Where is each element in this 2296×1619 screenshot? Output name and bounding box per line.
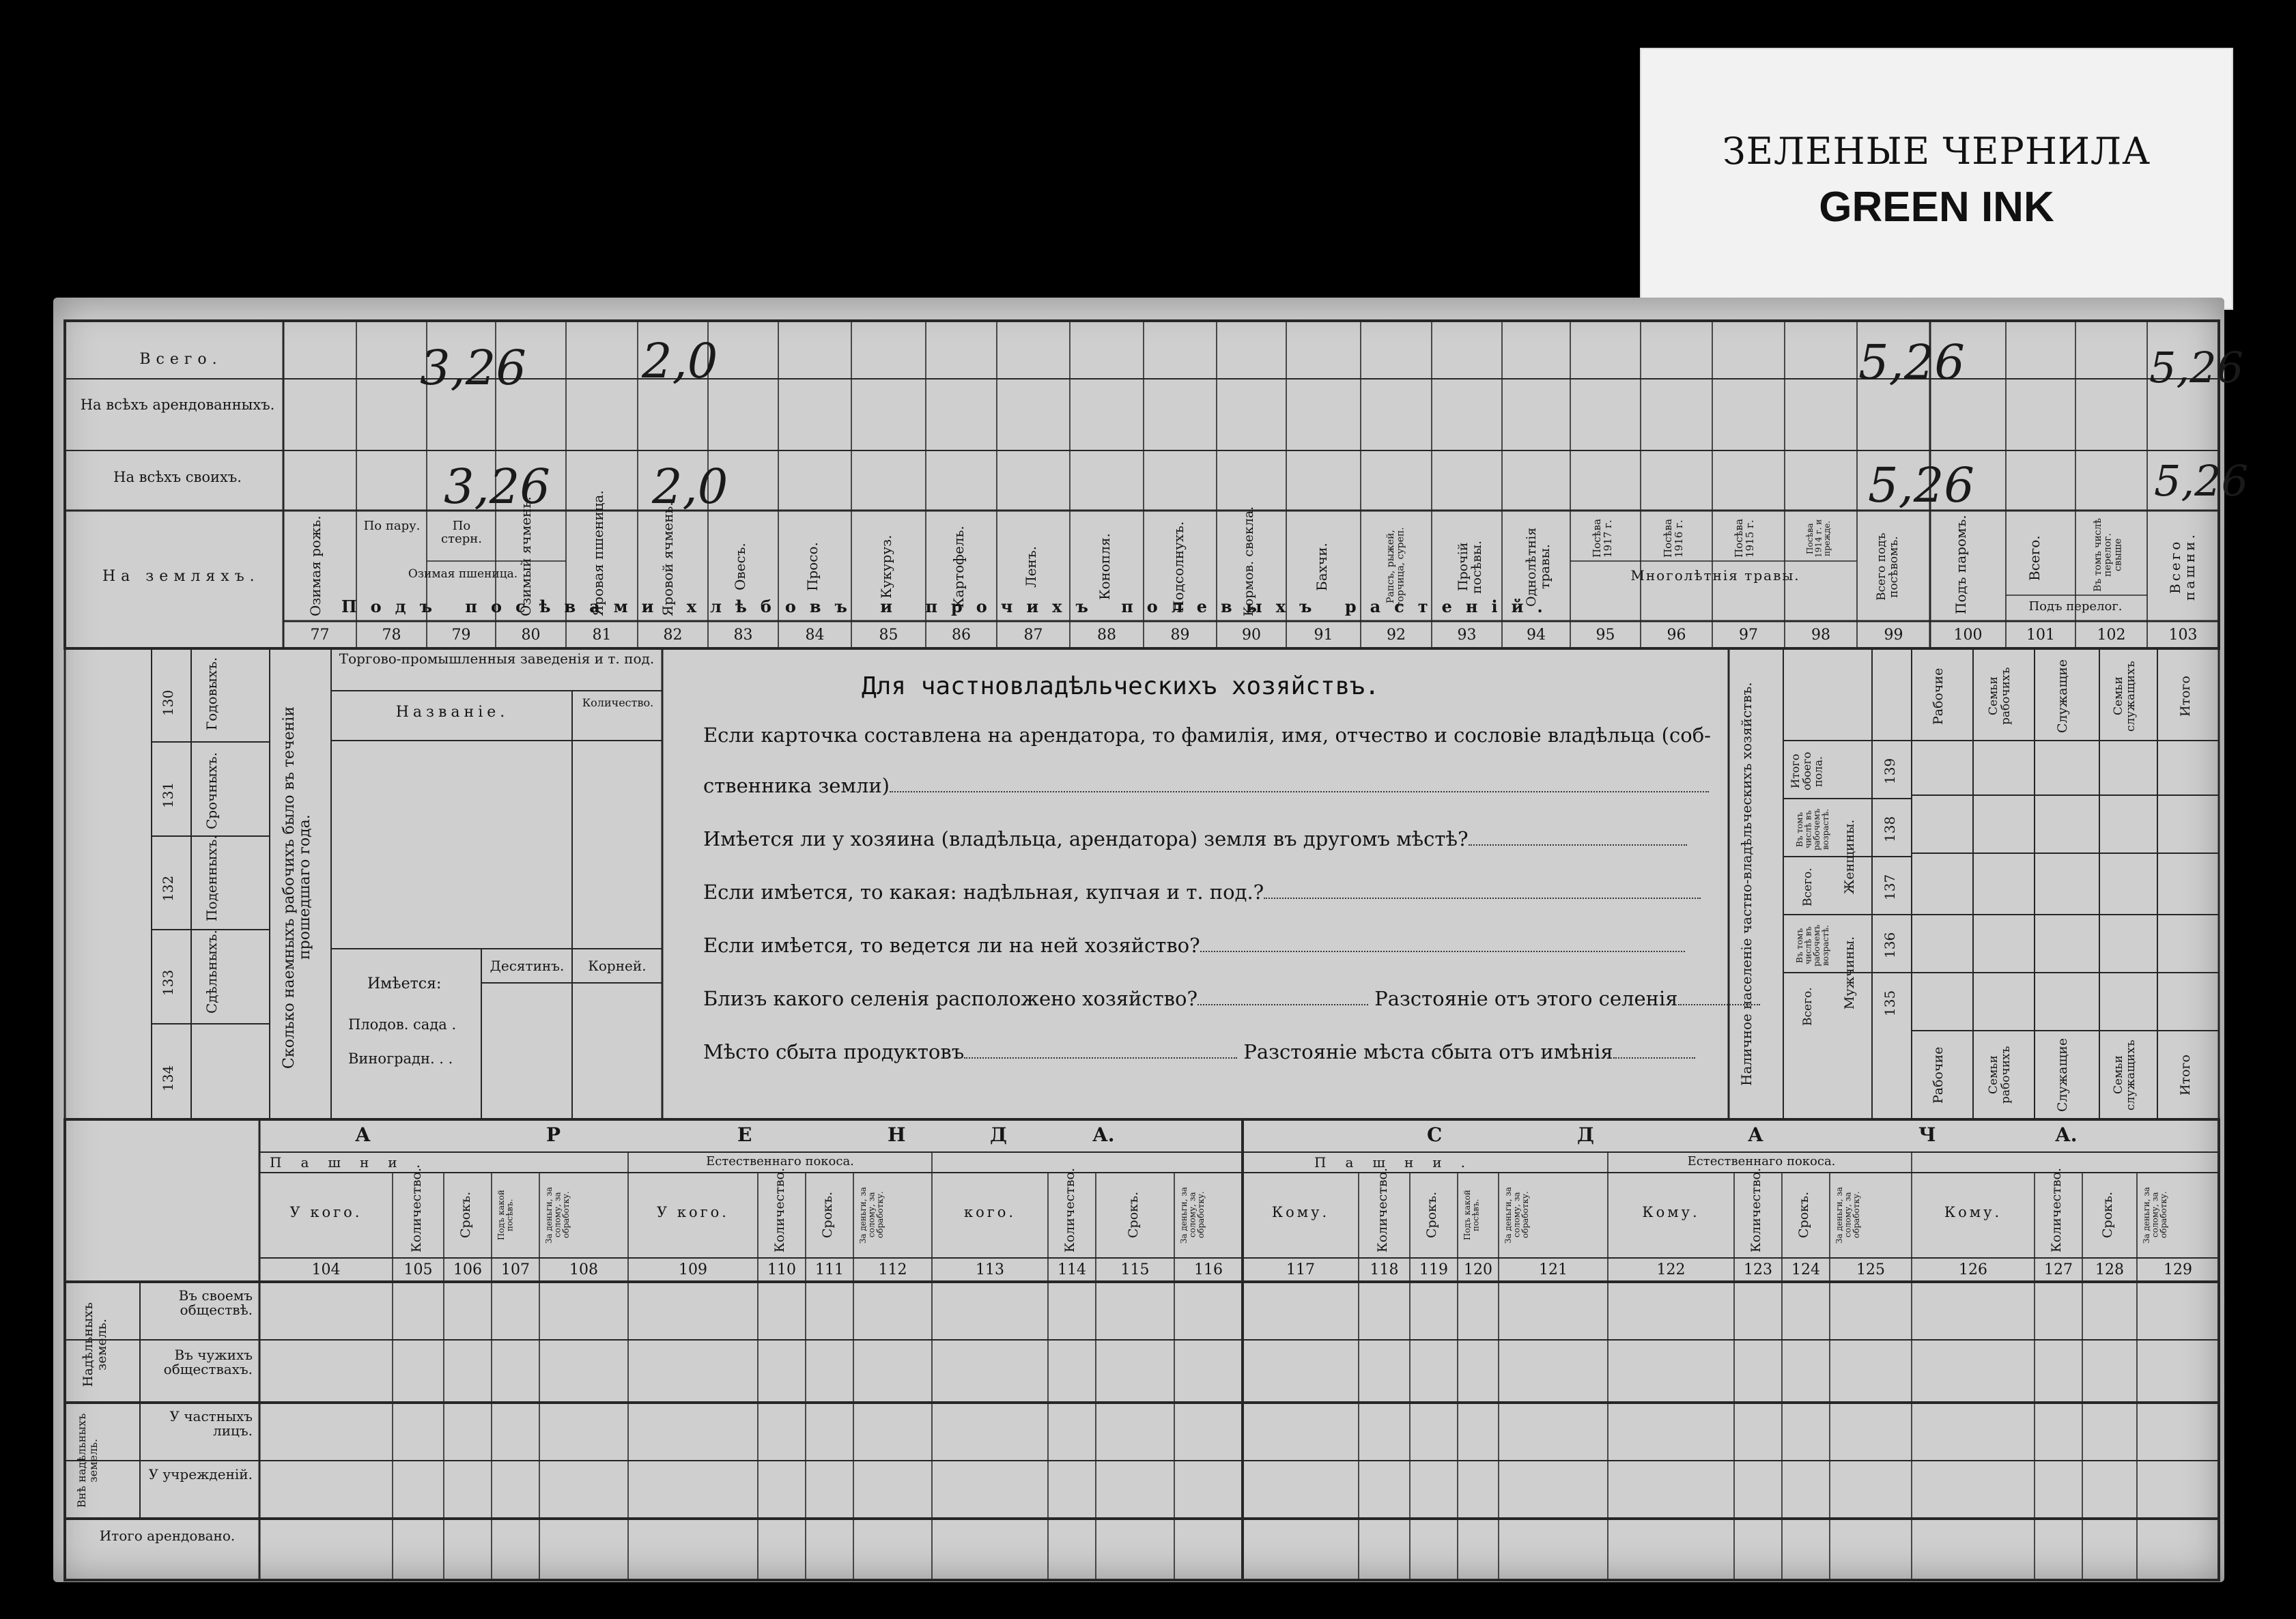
- lease-column-number-108: 108: [569, 1261, 598, 1278]
- arenda-letter: А: [355, 1123, 371, 1146]
- question-village-distance: Разстояніе отъ этого селенія: [1374, 987, 1678, 1010]
- crop-winter-rye: Озимая рожь.: [307, 515, 324, 616]
- sdacha-letter: Ч: [1918, 1123, 1936, 1146]
- lease-pokos-header: Естественнаго покоса.: [706, 1154, 854, 1169]
- column-number-88: 88: [1097, 627, 1116, 644]
- pop-cat-workers-family: Семьи рабочихъ: [1987, 667, 2013, 726]
- arenda-letter: Е: [737, 1123, 752, 1146]
- column-number-103: 103: [2168, 627, 2198, 644]
- lease-column-number-123: 123: [1744, 1261, 1772, 1278]
- worker-num-134: 134: [160, 1065, 176, 1092]
- row-label-total: Всего.: [139, 351, 223, 368]
- column-number-77: 77: [310, 627, 330, 644]
- lease-col-header-116: За деньги, за солому, за обработку.: [1179, 1186, 1206, 1244]
- answer-line-farming[interactable]: [1200, 951, 1685, 952]
- crop-sunflower: Подсолнухъ.: [1170, 521, 1187, 613]
- pop-num-135: 135: [1882, 990, 1898, 1017]
- lease-col-header-120: Подъ какой посѣвъ.: [1462, 1190, 1481, 1240]
- crop-oats: Овесъ.: [732, 543, 748, 591]
- pop-cat-staff-bottom: Служащие: [2055, 1037, 2070, 1113]
- pop-cat-workers-family-bottom: Семьи рабочихъ: [1987, 1046, 2013, 1104]
- pop-men-header: Мужчины.: [1842, 936, 1857, 1009]
- question-owner-cont: [703, 774, 1709, 797]
- hw-own-79: 3,26: [444, 459, 550, 515]
- row-group-vne-nadel: Внѣ надѣльныхъ земель.: [75, 1413, 100, 1508]
- lease-column-number-116: 116: [1194, 1261, 1223, 1278]
- worker-daily: Поденныхъ.: [203, 835, 220, 921]
- hw-own-103: 5,26: [2154, 456, 2249, 506]
- column-number-81: 81: [592, 627, 612, 644]
- sdacha-pashni-header: Пашни.: [1314, 1154, 1484, 1171]
- column-number-85: 85: [879, 627, 898, 644]
- row-private-persons: У частныхъ лицъ.: [169, 1408, 253, 1439]
- question-market-text: Мѣсто сбыта продуктовъ: [703, 1040, 965, 1063]
- row-other-community: Въ чужихъ обществахъ.: [163, 1347, 253, 1377]
- hw-total-103: 5,26: [2149, 343, 2244, 392]
- row-institutions: У учрежденій.: [148, 1466, 253, 1482]
- worker-num-130: 130: [160, 689, 176, 717]
- perennial-grass-header: Многолѣтнія травы.: [1630, 567, 1800, 584]
- lease-column-number-112: 112: [878, 1261, 907, 1278]
- pop-num-137: 137: [1882, 874, 1898, 901]
- kornei-header: Корней.: [588, 958, 647, 974]
- hw-own-82: 2,0: [652, 459, 728, 515]
- pop-women-all: Всего.: [1801, 868, 1815, 907]
- crop-sown-1917: Посѣва 1917 г.: [1591, 519, 1614, 558]
- crop-winter-wheat: Озимая пшеница.: [408, 567, 518, 581]
- trade-name-header: Названіе.: [395, 704, 509, 721]
- pop-total-both: Итого обоего пола.: [1789, 751, 1825, 791]
- pop-num-136: 136: [1882, 932, 1898, 959]
- desyatin-header: Десятинъ.: [490, 958, 565, 974]
- crop-millet: Просо.: [804, 542, 821, 592]
- column-number-101: 101: [2026, 627, 2055, 644]
- pop-cat-total: Итого: [2178, 676, 2193, 717]
- crop-sown-1916: Посѣва 1916 г.: [1662, 519, 1685, 558]
- pop-cat-staff-family-bottom: Семьи служащихъ: [2112, 1040, 2138, 1111]
- arenda-letter: Р: [546, 1123, 561, 1146]
- crop-other: Прочій посѣвы.: [1456, 540, 1484, 594]
- pop-cat-staff: Служащие: [2055, 659, 2070, 734]
- question-farming: [703, 934, 1685, 957]
- crop-rapeseed: Рапсъ, рыжей, горчица, суреп.: [1385, 527, 1406, 607]
- lease-column-number-110: 110: [767, 1261, 796, 1278]
- lease-column-number-109: 109: [679, 1261, 707, 1278]
- pop-women-header: Женщины.: [1842, 819, 1857, 894]
- lease-col-header-128: Срокъ.: [2100, 1191, 2115, 1239]
- lease-col-header-126: Кому.: [1944, 1204, 2002, 1220]
- question-village: [703, 987, 1760, 1010]
- answer-line-other-land[interactable]: [1469, 844, 1687, 846]
- sdacha-pokos-header: Естественнаго покоса.: [1687, 1154, 1836, 1169]
- pop-num-138: 138: [1882, 816, 1898, 843]
- worker-num-132: 132: [160, 875, 176, 902]
- crops-band-title: Подъ посѣвами хлѣбовъ и прочихъ полевыхъ растеній.: [341, 597, 1557, 616]
- answer-line-market[interactable]: [964, 1057, 1237, 1059]
- worker-num-133: 133: [160, 969, 176, 997]
- orchard-label: Плодов. сада .: [348, 1016, 457, 1033]
- crop-annual-grass: Однолѣтнія травы.: [1524, 527, 1553, 607]
- lease-column-number-105: 105: [403, 1261, 433, 1278]
- lease-col-header-119: Срокъ.: [1424, 1191, 1439, 1239]
- lease-column-number-114: 114: [1058, 1261, 1086, 1278]
- lease-col-header-108: За деньги, за солому, за обработку.: [544, 1186, 571, 1244]
- pop-cat-workers-bottom: Рабочие: [1931, 1046, 1946, 1104]
- lease-column-number-121: 121: [1539, 1261, 1568, 1278]
- column-number-102: 102: [2097, 627, 2126, 644]
- column-number-96: 96: [1667, 627, 1686, 644]
- question-farming-text: Если имѣется, то ведется ли на ней хозяйство?: [703, 934, 1200, 957]
- crop-flax: Ленъ.: [1023, 546, 1039, 588]
- lease-col-header-127: Количество.: [2049, 1167, 2064, 1252]
- lease-col-header-124: Срокъ.: [1796, 1191, 1811, 1239]
- question-owner: Если карточка составлена на арендатора, то фамилія, имя, отчество и сословіе владѣльца (соб-: [703, 723, 1711, 747]
- pop-num-139: 139: [1882, 758, 1898, 785]
- arenda-letter: Д: [990, 1123, 1007, 1146]
- worker-term: Срочныхъ.: [203, 752, 220, 829]
- population-title: Наличное населеніе частно-владѣльческихъ хозяйствъ.: [1738, 682, 1755, 1086]
- column-number-86: 86: [952, 627, 971, 644]
- total-plowland: Всего пашни.: [2167, 532, 2198, 601]
- crop-wheat-stubble: По стерн.: [441, 519, 482, 546]
- lease-col-header-109: У кого.: [657, 1204, 729, 1220]
- lease-col-header-117: Кому.: [1271, 1204, 1330, 1220]
- answer-line-market-distance[interactable]: [1613, 1057, 1695, 1059]
- question-market: [703, 1040, 1695, 1063]
- sdacha-letter: С: [1427, 1123, 1443, 1146]
- question-other-land-text: Имѣется ли у хозяина (владѣльца, арендатора) земля въ другомъ мѣстѣ?: [703, 827, 1469, 850]
- crop-sown-1915: Посѣва 1915 г.: [1733, 519, 1756, 558]
- lease-column-number-118: 118: [1370, 1261, 1399, 1278]
- row-own-community: Въ своемъ обществѣ.: [178, 1287, 253, 1318]
- crop-hemp: Конопля.: [1096, 533, 1113, 601]
- label-english: GREEN INK: [1819, 184, 2054, 231]
- answer-line-land-type[interactable]: [1264, 898, 1701, 899]
- lease-column-number-117: 117: [1286, 1261, 1315, 1278]
- lease-column-number-104: 104: [311, 1261, 341, 1278]
- arenda-letter: А.: [1092, 1123, 1115, 1146]
- lease-col-header-123: Количество.: [1748, 1167, 1763, 1252]
- column-number-79: 79: [451, 627, 471, 644]
- column-number-93: 93: [1457, 627, 1477, 644]
- pop-cat-total-bottom: Итого: [2178, 1055, 2193, 1095]
- pop-women-working: Въ томъ числѣ въ рабочемъ возрастѣ.: [1795, 808, 1830, 850]
- sdacha-letter: А.: [2055, 1123, 2078, 1146]
- private-households-title: Для частновладѣльческихъ хозяйствъ.: [862, 672, 1380, 700]
- crop-fodder-beet: Кормов. свекла.: [1241, 506, 1256, 616]
- column-number-95: 95: [1596, 627, 1615, 644]
- lease-column-number-106: 106: [453, 1261, 482, 1278]
- lease-col-header-125: За деньги, за солому, за обработку.: [1834, 1186, 1862, 1244]
- column-number-100: 100: [1953, 627, 1983, 644]
- hw-total-99: 5,26: [1858, 334, 1965, 390]
- crop-total-sown: Всего подъ посѣвомъ.: [1875, 532, 1901, 601]
- column-number-97: 97: [1739, 627, 1758, 644]
- column-number-90: 90: [1242, 627, 1261, 644]
- row-group-nadel: Надѣльныхъ земель.: [81, 1302, 109, 1388]
- trade-title: Торгово-промышленныя заведенія и т. под.: [339, 650, 655, 667]
- lease-col-header-114: Количество.: [1062, 1167, 1077, 1252]
- column-number-87: 87: [1023, 627, 1043, 644]
- lease-column-number-126: 126: [1959, 1261, 1987, 1278]
- pop-men-working: Въ томъ числѣ въ рабочемъ возрастѣ.: [1795, 924, 1830, 966]
- fallow-header: Подъ перелог.: [2028, 599, 2123, 614]
- question-land-type-text: Если имѣется, то какая: надѣльная, купчая и т. под.?: [703, 880, 1264, 904]
- worker-piece: Сдѣльныхъ.: [203, 930, 220, 1014]
- lease-col-header-118: Количество.: [1374, 1167, 1390, 1252]
- lease-col-header-104: У кого.: [289, 1204, 363, 1220]
- crop-spring-barley: Яровой ячмень.: [660, 502, 676, 616]
- hw-own-99: 5,26: [1868, 457, 1974, 513]
- row-label-lands: На земляхъ.: [102, 568, 260, 585]
- column-number-89: 89: [1170, 627, 1190, 644]
- worker-num-131: 131: [160, 782, 176, 809]
- lease-column-number-107: 107: [501, 1261, 530, 1278]
- fallow-long: Въ томъ числѣ перелог. свыше: [2093, 518, 2124, 592]
- lease-col-header-129: За деньги, за солому, за обработку.: [2142, 1186, 2169, 1244]
- lease-column-number-125: 125: [1856, 1261, 1885, 1278]
- has-label: Имѣется:: [367, 975, 442, 992]
- lease-pashni-header: Пашни.: [270, 1154, 440, 1171]
- worker-yearly: Годовыхъ.: [203, 657, 220, 730]
- column-number-92: 92: [1387, 627, 1406, 644]
- sdacha-letter: Д: [1577, 1123, 1594, 1146]
- row-total-leased: Итого арендовано.: [99, 1528, 236, 1544]
- question-other-land: [703, 827, 1687, 850]
- crop-sown-1914: Посѣва 1914 г. и прежде.: [1805, 519, 1832, 558]
- lease-column-number-129: 129: [2164, 1261, 2192, 1278]
- pop-cat-workers: Рабочие: [1931, 668, 1946, 725]
- question-market-distance: Разстояніе мѣста сбыта отъ имѣнія: [1243, 1040, 1613, 1063]
- lease-column-number-127: 127: [2044, 1261, 2073, 1278]
- column-number-99: 99: [1884, 627, 1903, 644]
- lease-col-header-107: Подъ какой посѣвъ.: [496, 1190, 515, 1240]
- hw-total-79: 3,26: [420, 340, 526, 396]
- lease-column-number-115: 115: [1120, 1261, 1150, 1278]
- pop-cat-staff-family: Семьи служащихъ: [2112, 661, 2138, 732]
- crop-corn: Кукуруз.: [878, 534, 894, 599]
- lease-column-number-122: 122: [1656, 1261, 1686, 1278]
- column-number-80: 80: [521, 627, 541, 644]
- lease-column-number-113: 113: [976, 1261, 1004, 1278]
- lease-col-header-115: Срокъ.: [1125, 1191, 1141, 1239]
- under-fallow: Подъ паромъ.: [1953, 515, 1969, 614]
- column-number-91: 91: [1314, 627, 1333, 644]
- trade-count-header: Количество.: [582, 696, 654, 709]
- lease-column-number-128: 128: [2095, 1261, 2124, 1278]
- question-village-text: Близъ какого селенія расположено хозяйство?: [703, 987, 1198, 1010]
- lease-col-header-121: За деньги, за солому, за обработку.: [1503, 1186, 1531, 1244]
- question-land-type: [703, 880, 1701, 904]
- column-number-94: 94: [1527, 627, 1546, 644]
- crop-wheat-fallow: По пару.: [363, 519, 421, 533]
- answer-line-village[interactable]: [1197, 1004, 1368, 1005]
- lease-col-header-105: Количество.: [408, 1167, 424, 1252]
- crop-melons: Бахчи.: [1314, 543, 1330, 591]
- column-number-82: 82: [663, 627, 683, 644]
- sdacha-letter: А: [1748, 1123, 1763, 1146]
- column-number-98: 98: [1811, 627, 1830, 644]
- answer-line-owner[interactable]: [890, 791, 1709, 792]
- lease-column-number-119: 119: [1419, 1261, 1448, 1278]
- fallow-total: Всего.: [2026, 535, 2043, 581]
- row-label-leased: На всѣхъ арендованныхъ.: [80, 397, 275, 413]
- label-russian: ЗЕЛЕНЫЕ ЧЕРНИЛА: [1723, 130, 2151, 173]
- lease-column-number-111: 111: [815, 1261, 844, 1278]
- hw-total-82: 2,0: [642, 333, 718, 389]
- lease-col-header-111: Срокъ.: [820, 1191, 835, 1239]
- pop-men-all: Всего.: [1801, 987, 1815, 1027]
- arenda-letter: Н: [888, 1123, 906, 1146]
- lease-col-header-113: кого.: [963, 1204, 1017, 1220]
- lease-column-number-124: 124: [1791, 1261, 1820, 1278]
- lease-col-header-122: Кому.: [1642, 1204, 1700, 1220]
- vineyard-label: Виноградн. . .: [348, 1050, 453, 1067]
- column-number-83: 83: [733, 627, 753, 644]
- lease-column-number-120: 120: [1464, 1261, 1492, 1278]
- crop-winter-barley: Озимый ячмень.: [518, 496, 534, 616]
- crop-spring-wheat: Яровая пшеница.: [590, 490, 606, 616]
- hired-workers-title: Сколько наемныхъ рабочихъ было въ теченіи прошедшаго года.: [281, 706, 314, 1069]
- column-number-78: 78: [382, 627, 401, 644]
- question-owner-cont-text: ственника земли): [703, 774, 890, 797]
- lease-col-header-106: Срокъ.: [458, 1191, 473, 1239]
- lease-col-header-110: Количество.: [772, 1167, 787, 1252]
- lease-col-header-112: За деньги, за солому, за обработку.: [858, 1186, 885, 1244]
- column-number-84: 84: [805, 627, 825, 644]
- crop-potato: Картофель.: [950, 526, 967, 608]
- row-label-own: На всѣхъ своихъ.: [113, 469, 242, 485]
